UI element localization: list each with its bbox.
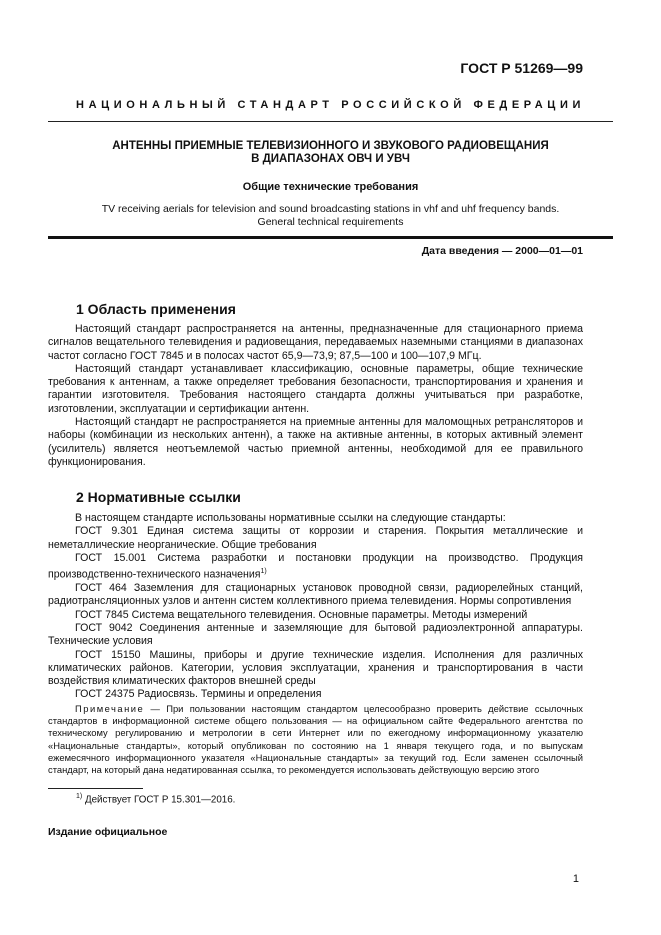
section-1-paragraph: Настоящий стандарт не распространяется на приемные антенны для маломощных ретрансляторов и наборы (комбинации из нескольких антенн), а также на активные антенны, в которых активный элемент (усилитель) является неотъемлемой частью приемной антенны, необходимой для ее правильного функционирования. [48,416,583,468]
english-title-line-2: General technical requirements [257,216,404,228]
footnote-marker: 1) [260,568,267,576]
section-2-body [48,512,583,702]
document-subtitle: Общие технические требования [242,181,419,193]
section-1-paragraph: Настоящий стандарт устанавливает классификацию, основные параметры, общие технические требования к антеннам, а также определяет требования безопасности, транспортирования и хранения и гарантии изготовителя. Требования настоящего стандарта должны учитываться при разработке, изготовлении, эксплуатации и сертификации антенн. [48,362,583,415]
section-2-intro: В настоящем стандарте использованы нормативные ссылки на следующие стандарты: [75,512,506,524]
top-divider [48,121,613,122]
title-line-2: В ДИАПАЗОНАХ ОВЧ И УВЧ [251,153,410,165]
note-text: — При пользовании настоящим стандартом целесообразно проверить действие ссылочных стандартов в информационной системе общего пользования — на официальном сайте Федерального агентства по техническому регулированию и метрологии в сети Интернет или по ежегодному информационному указателю «Национальные стандарты», который опубликован по состоянию на 1 января текущего года, и по выпускам ежемесячного информационного указателя «Национальные стандарты» за текущий год. Если заменен ссылочный стандарт, на который дана недатированная ссылка, то рекомендуется использовать действующую версию этого [48,703,583,776]
note-paragraph [48,703,583,776]
national-standard-banner: НАЦИОНАЛЬНЫЙ СТАНДАРТ РОССИЙСКОЙ ФЕДЕРАЦИИ [76,99,585,111]
reference-item: ГОСТ 9.301 Единая система защиты от коррозии и старения. Покрытия металлические и неметаллические неорганические. Общие требования [48,525,583,551]
section-1-paragraph: Настоящий стандарт распространяется на антенны, предназначенные для стационарного приема сигналов вещательного телевидения и радиовещания, передаваемых наземными станциями в диапазонах частот согласно ГОСТ 7845 и в полосах частот 65,9—73,9; 87,5—100 и 100—107,9 МГц. [48,323,583,362]
title-line-1: АНТЕННЫ ПРИЕМНЫЕ ТЕЛЕВИЗИОННОГО И ЗВУКОВОГО РАДИОВЕЩАНИЯ [112,140,549,152]
reference-item: ГОСТ 7845 Система вещательного телевидения. Основные параметры. Методы измерений [75,608,528,621]
english-title [48,203,613,229]
note-label: Примечание [75,703,145,714]
document-title [48,140,613,166]
page-number: 1 [572,873,579,885]
footnote [76,793,235,805]
reference-item [48,552,583,582]
english-title-line-1: TV receiving aerials for television and sound broadcasting stations in vhf and uhf frequency bands. [101,203,560,215]
official-edition-label: Издание официальное [48,826,168,838]
standard-number: ГОСТ Р 51269—99 [460,60,583,76]
reference-item: ГОСТ 24375 Радиосвязь. Термины и определения [75,688,322,701]
footnote-text: Действует ГОСТ Р 15.301—2016. [84,794,236,806]
reference-item: ГОСТ 15150 Машины, приборы и другие технические изделия. Исполнения для различных климатических районов. Категории, условия эксплуатации, хранения и транспортирования в части воздействия климатических факторов внешней среды [48,648,583,688]
reference-text: ГОСТ 15.001 Система разработки и постановки продукции на производство. Продукция производственно-технического назначения [48,551,583,581]
note-block [48,703,583,776]
footnote-mark: 1) [76,793,83,800]
reference-item: ГОСТ 464 Заземления для стационарных установок проводной связи, радиорелейных станций, радиотрансляционных узлов и антенн систем коллективного приема телевидения. Нормы сопротивления [48,582,583,608]
section-1-body [48,323,583,469]
introduction-date: Дата введения — 2000—01—01 [421,245,583,257]
footnote-divider [48,788,143,789]
section-2-heading: 2 Нормативные ссылки [76,489,241,505]
reference-item: ГОСТ 9042 Соединения антенные и заземляющие для бытовой радиоэлектронной аппаратуры. Технические условия [48,621,583,648]
section-1-heading: 1 Область применения [76,301,236,317]
title-divider [48,236,613,239]
